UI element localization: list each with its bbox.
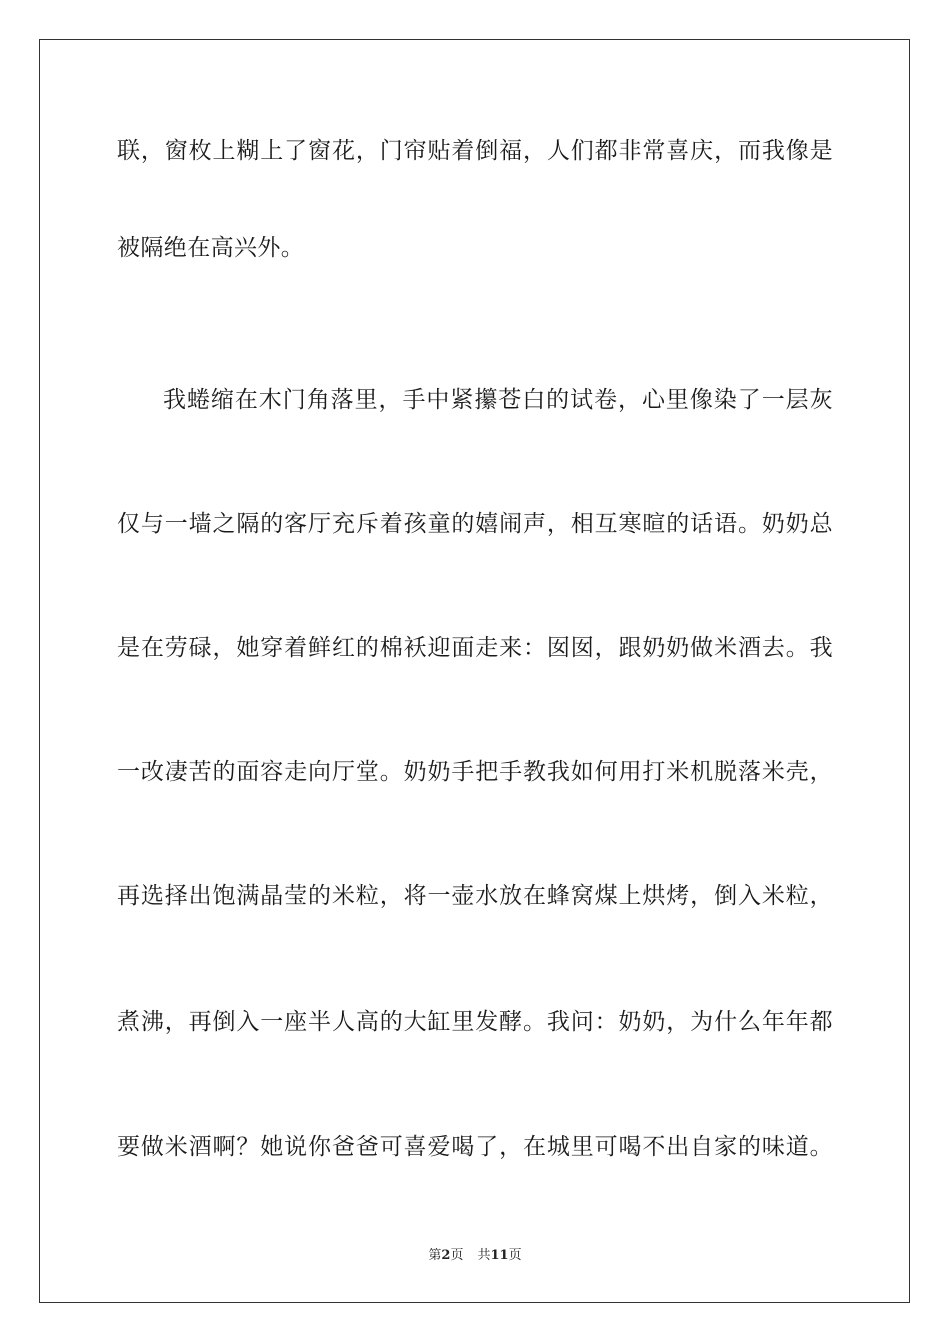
footer-total-prefix: 共 [477, 1248, 491, 1263]
text-line-4: 仅与一墙之隔的客厅充斥着孩童的嬉闹声，相互寒暄的话语。奶奶总 [117, 511, 833, 537]
page-footer [0, 1248, 950, 1264]
footer-page-suffix: 页 [450, 1248, 464, 1263]
text-line-8: 煮沸，再倒入一座半人高的大缸里发酵。我问：奶奶，为什么年年都 [117, 1009, 833, 1035]
text-line-2: 被隔绝在高兴外。 [117, 235, 305, 261]
footer-page-number: 2 [441, 1248, 451, 1263]
text-line-5: 是在劳碌，她穿着鲜红的棉袄迎面走来：囡囡，跟奶奶做米酒去。我 [117, 635, 833, 661]
footer-total-suffix: 页 [508, 1248, 522, 1263]
page-border [39, 39, 910, 1303]
footer-total-pages: 11 [490, 1248, 509, 1263]
text-line-3: 我蜷缩在木门角落里，手中紧攥苍白的试卷，心里像染了一层灰 [163, 387, 833, 413]
text-line-6: 一改凄苦的面容走向厅堂。奶奶手把手教我如何用打米机脱落米壳， [117, 759, 833, 785]
text-line-1: 联，窗枚上糊上了窗花，门帘贴着倒福，人们都非常喜庆，而我像是 [117, 138, 833, 164]
text-line-9: 要做米酒啊？她说你爸爸可喜爱喝了，在城里可喝不出自家的味道。 [117, 1134, 833, 1160]
footer-page-prefix: 第 [428, 1248, 442, 1263]
text-line-7: 再选择出饱满晶莹的米粒，将一壶水放在蜂窝煤上烘烤，倒入米粒， [117, 883, 833, 909]
